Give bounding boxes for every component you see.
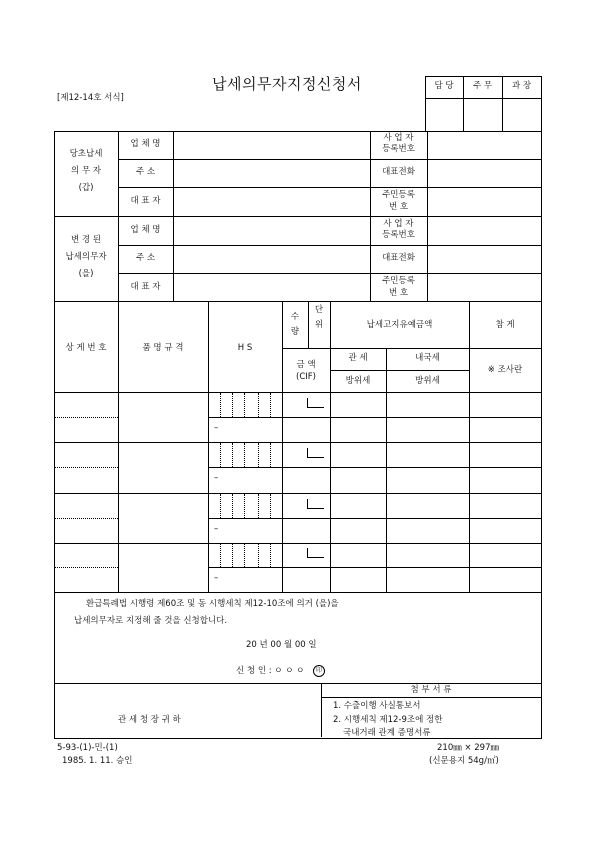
col-serial-header: 상 게 번 호	[65, 343, 107, 353]
footer-approved: 1985. 1. 11. 승인	[62, 756, 133, 766]
hs-dash: –	[214, 573, 219, 583]
changed-address-field[interactable]	[174, 246, 369, 272]
col-tax-header: 납세고지유예금액	[366, 320, 433, 330]
original-resid-label-2: 번 호	[388, 202, 409, 212]
col-defense-header-2: 방위세	[415, 376, 440, 386]
changed-resid-field[interactable]	[428, 274, 540, 300]
col-internal-header: 내국세	[415, 353, 440, 363]
applicant-line	[236, 664, 325, 677]
changed-address-label: 주 소	[135, 253, 156, 263]
original-address-label: 주 소	[135, 167, 156, 177]
original-address-field[interactable]	[174, 160, 369, 186]
statement-line-2: 납세의무자로 지정해 줄 것을 신청합니다.	[74, 616, 228, 626]
changed-bizno-label-1: 사 업 자	[383, 219, 414, 229]
original-resid-field[interactable]	[428, 188, 540, 215]
col-hs-header: H S	[237, 343, 253, 353]
col-unit-header-2: 위	[314, 320, 324, 330]
col-defense-header-1: 방위세	[345, 376, 371, 386]
col-amount-header-1: 금 액	[296, 360, 316, 370]
attachments-heading: 첨 부 서 류	[410, 685, 452, 695]
approval-label-chief: 주 무	[472, 81, 493, 91]
footer-code: 5-93-(1)-민-(1)	[57, 743, 118, 753]
col-name-header: 품 명 규 격	[142, 343, 184, 353]
attachment-item-2b: 국내거래 관계 증명서류	[343, 728, 431, 738]
approval-label-manager: 담 당	[434, 81, 454, 91]
changed-phone-field[interactable]	[428, 246, 540, 272]
original-company-field[interactable]	[174, 132, 369, 158]
original-rep-field[interactable]	[174, 188, 369, 215]
changed-rep-field[interactable]	[174, 274, 369, 300]
seal-icon: 印	[313, 665, 325, 677]
original-group-label-1: 당초납세	[69, 149, 103, 159]
col-qty-header-1: 수	[290, 312, 300, 322]
hs-dash: –	[214, 423, 219, 433]
statement-line-1: 환급특례법 시행령 제60조 및 동 시행세칙 제12-10조에 의거 (을)을	[86, 599, 339, 609]
col-qty-header-2: 량	[290, 327, 300, 337]
changed-group-label-3: (을)	[78, 269, 94, 279]
application-date: 20 년 00 월 00 일	[246, 640, 317, 650]
recipient: 관 세 청 장 귀 하	[118, 715, 181, 725]
original-group-label-2: 의 무 자	[70, 166, 102, 176]
original-group-label-3: (갑)	[78, 183, 94, 193]
original-bizno-label-2: 등록번호	[382, 144, 415, 154]
col-unit-header-1: 단	[314, 305, 324, 315]
form-number: [제12-14호 서식]	[57, 93, 124, 103]
changed-bizno-field[interactable]	[428, 217, 540, 244]
form-title: 납세의무자지정신청서	[212, 75, 362, 93]
col-customs-header: 관 세	[348, 353, 368, 363]
changed-resid-label-2: 번 호	[388, 288, 409, 298]
original-company-label: 업 체 명	[130, 139, 161, 149]
original-bizno-field[interactable]	[428, 132, 540, 158]
changed-rep-label: 대 표 자	[130, 282, 161, 292]
original-bizno-label-1: 사 업 자	[383, 133, 414, 143]
original-phone-field[interactable]	[428, 160, 540, 186]
hs-dash: –	[214, 524, 219, 534]
hs-dash: –	[214, 473, 219, 483]
changed-phone-label: 대표전화	[382, 253, 415, 263]
changed-resid-label-1: 주민등록	[382, 276, 415, 286]
applicant-label: 신 청 인 : ㅇ ㅇ ㅇ	[236, 666, 305, 676]
footer-paper: (신문용지 54g/㎡)	[429, 756, 499, 766]
original-resid-label-1: 주민등록	[382, 190, 415, 200]
footer-size: 210㎜ × 297㎜	[437, 743, 499, 753]
changed-company-field[interactable]	[174, 217, 369, 244]
col-amount-header-2: (CIF)	[296, 372, 316, 382]
original-phone-label: 대표전화	[382, 167, 415, 177]
changed-group-label-2: 납세의무자	[65, 252, 107, 262]
changed-company-label: 업 체 명	[130, 225, 161, 235]
approval-label-director: 과 장	[511, 81, 532, 91]
changed-group-label-1: 변 경 된	[70, 235, 102, 245]
attachment-item-2: 2. 시행세칙 제12-9조에 정한	[333, 715, 443, 725]
col-remark-header: 참 게	[495, 320, 515, 330]
changed-bizno-label-2: 등록번호	[382, 230, 415, 240]
attachment-item-1: 1. 수출이행 사실통보서	[333, 701, 421, 711]
col-remark-note: ※ 조사란	[487, 365, 523, 375]
original-rep-label: 대 표 자	[130, 196, 161, 206]
